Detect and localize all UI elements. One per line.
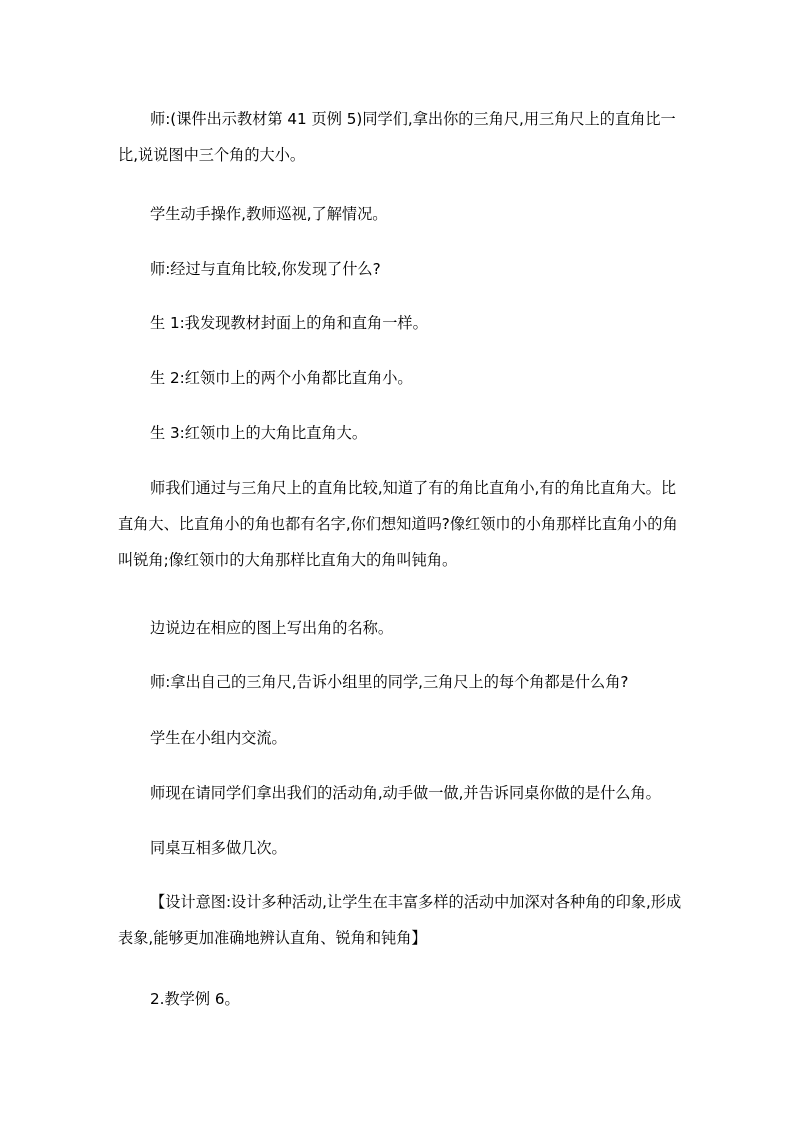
paragraph-teacher-triangle: 师:拿出自己的三角尺,告诉小组里的同学,三角尺上的每个角都是什么角?: [150, 673, 629, 691]
paragraph-teacher-explain: 师我们通过与三角尺上的直角比较,知道了有的角比直角小,有的角比直角大。比直角大、比直角小的角也都有名字,你们想知道吗?像红领巾的小角那样比直角小的角叫锐角;像红领巾的大角那样比直角大的角叫钝角。: [118, 479, 678, 569]
paragraph-student-1: 生 1:我发现教材封面上的角和直角一样。: [150, 314, 428, 332]
paragraph-write-names: 边说边在相应的图上写出角的名称。: [150, 619, 393, 637]
paragraph-desk-mates: 同桌互相多做几次。: [150, 839, 287, 857]
paragraph-student-operation: 学生动手操作,教师巡视,了解情况。: [150, 205, 388, 223]
paragraph-example-6: 2.教学例 6。: [150, 990, 240, 1008]
paragraph-design-intent: 【设计意图:设计多种活动,让学生在丰富多样的活动中加深对各种角的印象,形成表象,能够更加准确地辨认直角、锐角和钝角】: [118, 893, 682, 947]
paragraph-student-2: 生 2:红领巾上的两个小角都比直角小。: [150, 369, 413, 387]
paragraph-teacher-intro: 师:(课件出示教材第 41 页例 5)同学们,拿出你的三角尺,用三角尺上的直角比一比,说说图中三个角的大小。: [118, 110, 676, 164]
paragraph-student-3: 生 3:红领巾上的大角比直角大。: [150, 424, 368, 442]
paragraph-teacher-question: 师:经过与直角比较,你发现了什么?: [150, 260, 381, 278]
paragraph-teacher-activity: 师现在请同学们拿出我们的活动角,动手做一做,并告诉同桌你做的是什么角。: [150, 784, 661, 802]
paragraph-group-exchange: 学生在小组内交流。: [150, 729, 287, 747]
